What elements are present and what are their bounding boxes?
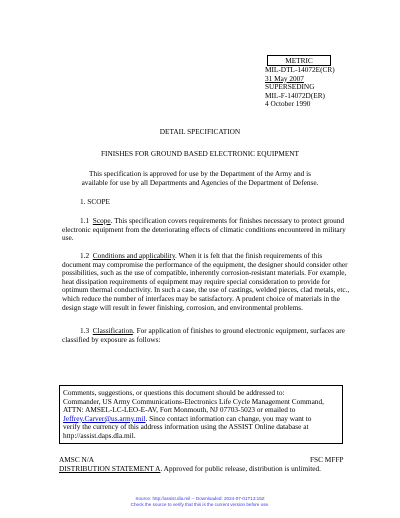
source-footer-line-2: Check the source to verify that this is the current version before use.	[130, 501, 270, 507]
document-date: 31 May 2007	[265, 73, 304, 83]
paragraph-1-1-heading: Scope	[92, 216, 111, 225]
superseded-id: MIL-F-14072D(ER)	[265, 90, 325, 100]
comments-line-5: verify the currency of this address information using the ASSIST Online database at	[63, 422, 309, 432]
contact-email-link[interactable]: Jeffrey.Carver@us.army.mil	[63, 413, 146, 423]
paragraph-1-2-number: 1.2	[80, 251, 90, 260]
paragraph-1-2-heading: Conditions and applicability	[92, 251, 175, 260]
distribution-text: . Approved for public release, distribution is unlimited.	[160, 464, 321, 473]
section-scope-heading: 1. SCOPE	[80, 197, 111, 206]
distribution-statement	[59, 465, 344, 474]
paragraph-1-3-heading: Classification	[92, 326, 133, 335]
document-id: MIL-DTL-14072E(CR)	[265, 65, 335, 74]
paragraph-1-3-number: 1.3	[80, 326, 90, 335]
paragraph-1-1-number: 1.1	[80, 216, 90, 225]
spec-subtitle: FINISHES FOR GROUND BASED ELECTRONIC EQUIPMENT	[100, 149, 300, 158]
paragraph-1-1	[62, 217, 352, 243]
paragraph-1-2	[62, 252, 352, 312]
comments-line-2: Commander, US Army Communications-Electronics Life Cycle Management Command,	[63, 396, 324, 406]
source-footer-line-1: Source: http://assist.dla.mil -- Downloaded: 2024-07-01T13:15Z	[135, 496, 265, 501]
comments-line-6: http://assist.daps.dla.mil.	[63, 430, 136, 440]
metric-label: METRIC	[267, 55, 331, 66]
comments-line-4-rest: . Since contact information can change, you may want to	[145, 413, 312, 423]
paragraph-1-1-text: . This specification covers requirements for finishes necessary to protect ground electronic equipment from the deteriorating effects of climatic conditions encountered in military use.	[62, 216, 346, 243]
document-header	[265, 55, 375, 109]
comments-box	[59, 385, 343, 444]
fsc-label: FSC MFFP	[310, 455, 344, 464]
comments-line-1: Comments, suggestions, or questions this document should be addressed to:	[63, 388, 285, 397]
comments-line-3: ATTN: AMSEL-LC-LEO-E-AV, Fort Monmouth, NJ 07703-5023 or emailed to	[63, 405, 296, 415]
distribution-heading: DISTRIBUTION STATEMENT A	[59, 464, 161, 473]
superseding-label: SUPERSEDING	[265, 82, 315, 92]
paragraph-1-3	[62, 327, 352, 344]
source-footer	[0, 496, 400, 507]
paragraph-1-2-text: . When it is felt that the finish requirements of this document may compromise the performance of the equipment, the designer should consider other possibilities, such as the use of compatible, inherently corrosion-resistant materials. For example, heat dissipation requirements of equipment may require special consideration to provide for optimum thermal conductivity. In such a case, the use of castings, welded pieces, clad metals, etc., which reduce the number of interfaces may be satisfactory. A prudent choice of materials in the design stage will result in fewer finishing, corrosion, and environmental problems.	[62, 251, 350, 312]
approval-line-1: This specification is approved for use by the Department of the Army and is	[89, 169, 311, 178]
approval-line-2: available for use by all Departments and Agencies of the Department of Defense.	[81, 178, 319, 187]
amsc-label: AMSC N/A	[59, 455, 95, 464]
spec-title: DETAIL SPECIFICATION	[159, 127, 241, 136]
paragraph-1-3-text: . For application of finishes to ground electronic equipment, surfaces are classified by exposure as follows:	[62, 326, 345, 344]
superseded-date: 4 October 1990	[265, 99, 311, 109]
